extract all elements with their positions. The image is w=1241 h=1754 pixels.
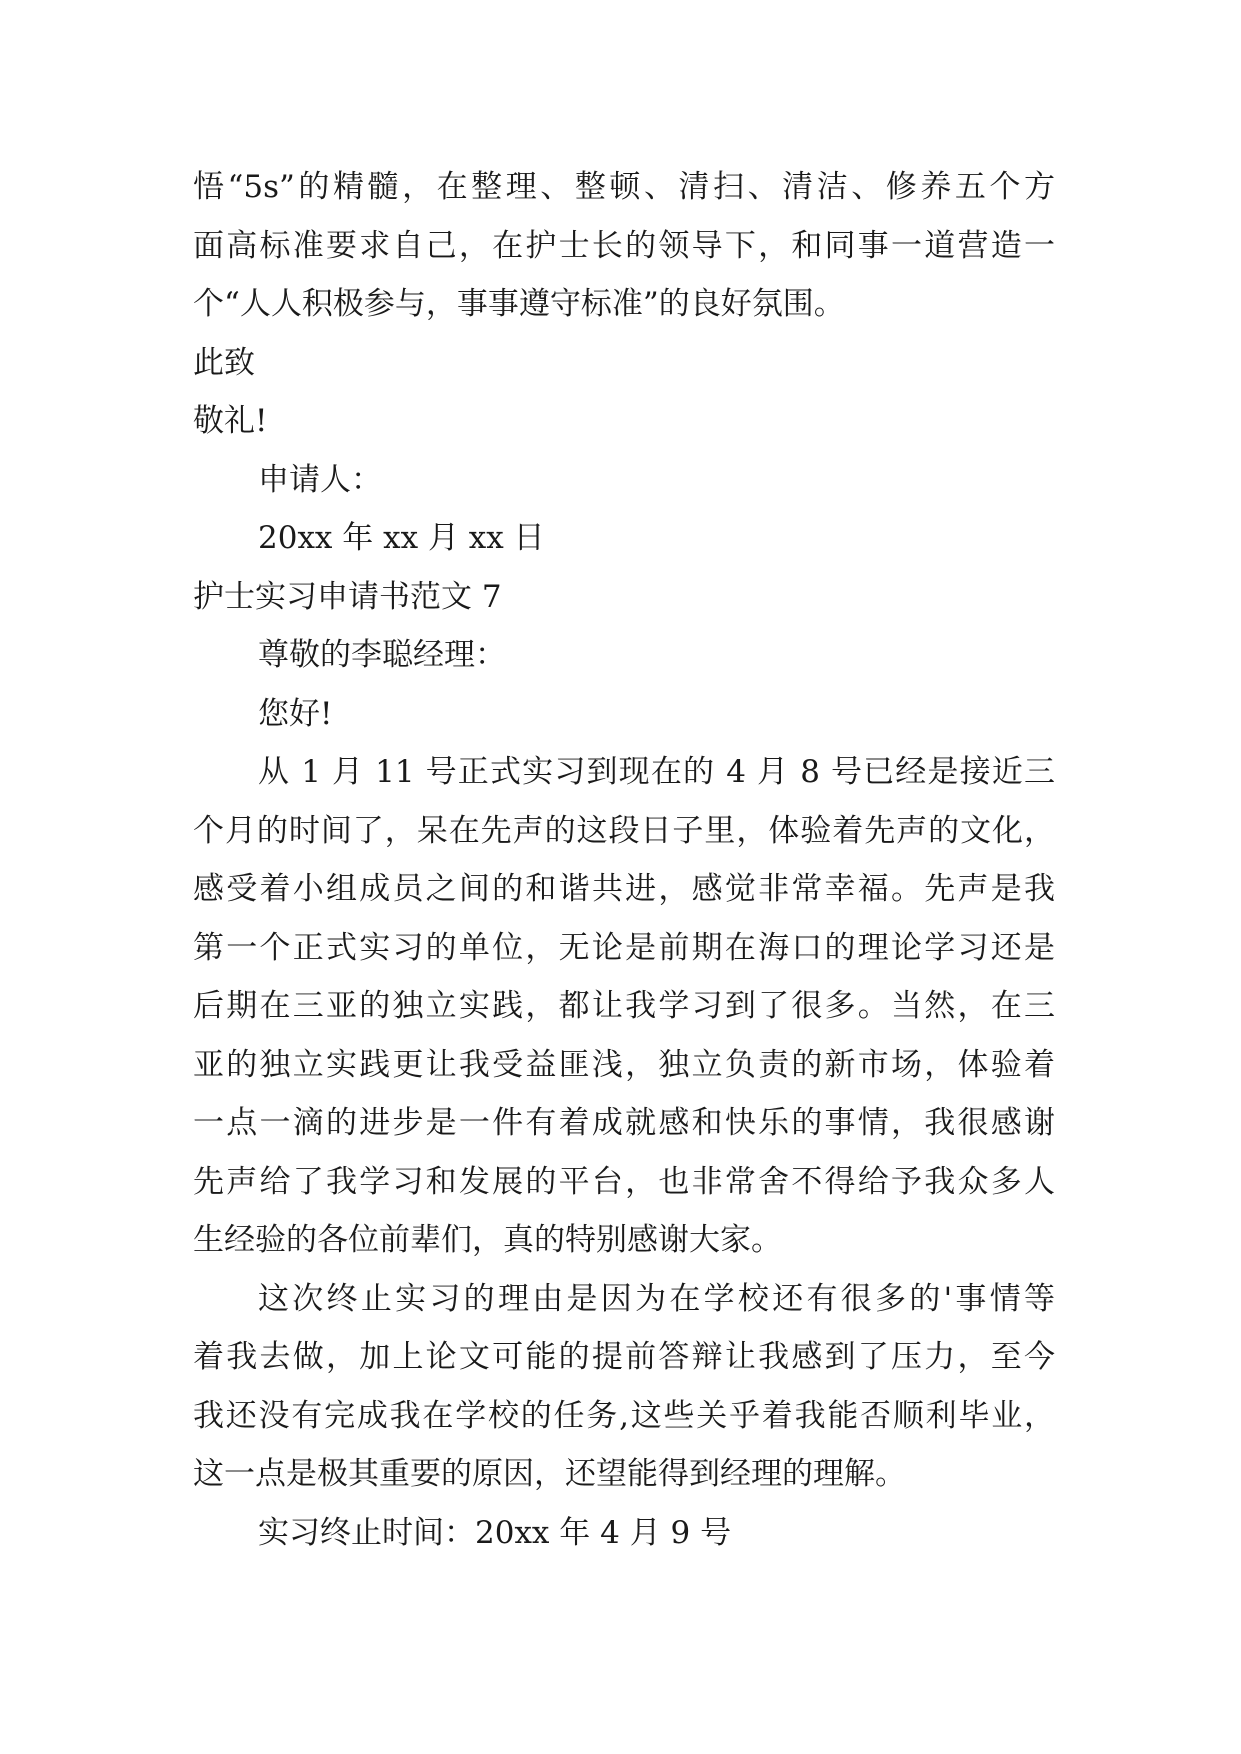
text-line: 悟“5s”的精髓，在整理、整顿、清扫、清洁、修养五个方 <box>193 169 1055 205</box>
date-line: 20xx 年 xx 月 xx 日 <box>258 520 545 556</box>
text-line: 这一点是极其重要的原因，还望能得到经理的理解。 <box>193 1456 906 1492</box>
closing-line-1: 此致 <box>193 344 255 381</box>
paragraph-5s <box>193 158 1055 334</box>
applicant-label: 申请人： <box>258 461 382 498</box>
text-line: 个月的时间了，呆在先声的这段日子里，体验着先声的文化， <box>193 812 1055 849</box>
paragraph-termination-reason <box>193 1270 1055 1504</box>
text-line: 这次终止实习的理由是因为在学校还有很多的'事情等 <box>258 1280 1055 1317</box>
text-line: 一点一滴的进步是一件有着成就感和快乐的事情，我很感谢 <box>193 1105 1055 1141</box>
text-line: 着我去做，加上论文可能的提前答辩让我感到了压力，至今 <box>193 1339 1055 1375</box>
text-line: 先声给了我学习和发展的平台，也非常舍不得给予我众多人 <box>193 1163 1055 1200</box>
text-line: 后期在三亚的独立实践，都让我学习到了很多。当然，在三 <box>193 988 1055 1024</box>
text-line: 亚的独立实践更让我受益匪浅，独立负责的新市场，体验着 <box>193 1046 1055 1083</box>
text-line: 第一个正式实习的单位，无论是前期在海口的理论学习还是 <box>193 929 1055 966</box>
text-line: 我还没有完成我在学校的任务,这些关乎着我能否顺利毕业， <box>193 1397 1055 1434</box>
paragraph-internship-experience <box>193 743 1055 1270</box>
text-line: 面高标准要求自己，在护士长的领导下，和同事一道营造一 <box>193 227 1055 264</box>
text-line: 从 1 月 11 号正式实习到现在的 4 月 8 号已经是接近三 <box>258 754 1055 790</box>
greeting: 您好! <box>258 695 333 732</box>
document-page <box>193 158 1055 1562</box>
end-time-line: 实习终止时间：20xx 年 4 月 9 号 <box>258 1514 732 1551</box>
text-line: 生经验的各位前辈们，真的特别感谢大家。 <box>193 1222 782 1258</box>
salutation: 尊敬的李聪经理： <box>258 637 506 673</box>
section-title: 护士实习申请书范文 7 <box>193 578 502 615</box>
closing-line-2: 敬礼! <box>193 403 268 439</box>
text-line: 个“人人积极参与，事事遵守标准”的良好氛围。 <box>193 286 845 322</box>
text-line: 感受着小组成员之间的和谐共进，感觉非常幸福。先声是我 <box>193 871 1055 907</box>
